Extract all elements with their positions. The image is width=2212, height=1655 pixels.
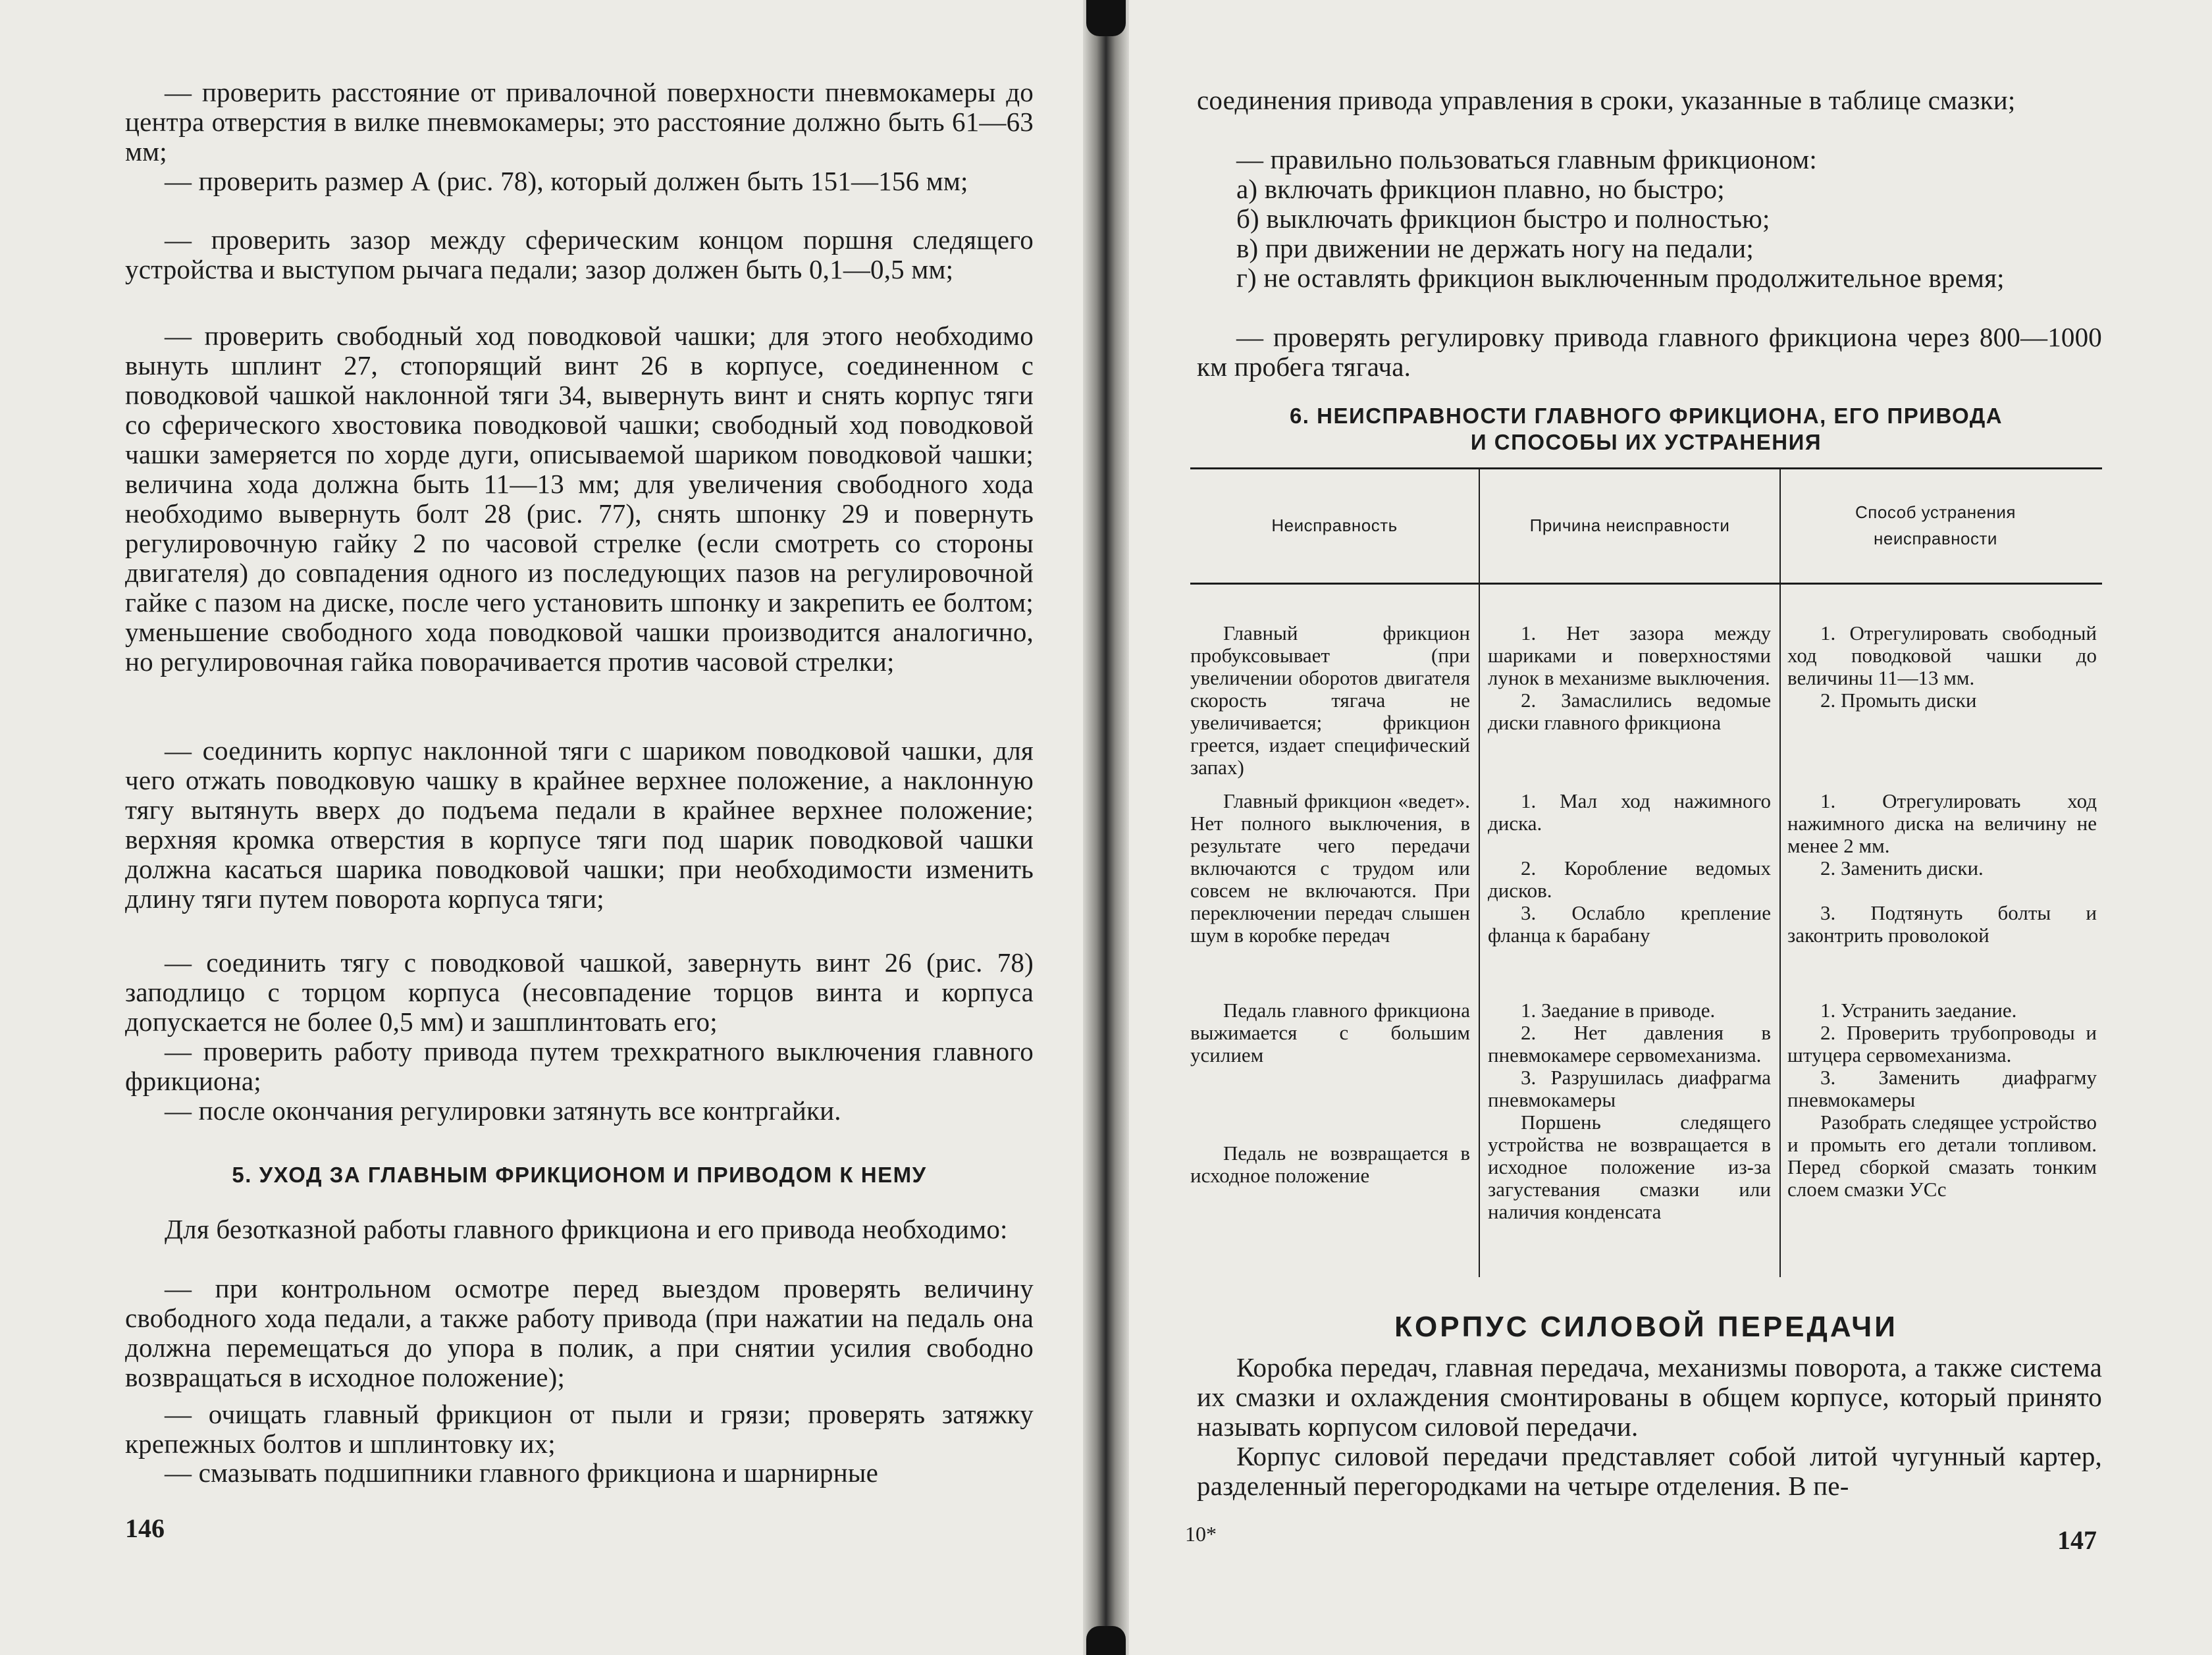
table-column-divider-2 bbox=[1779, 467, 1781, 1277]
binding-shadow-top bbox=[1086, 0, 1126, 36]
remedy-text-3-1: 1. Устранить заедание. bbox=[1820, 999, 2017, 1022]
cause-text-1-1: 1. Нет зазора между шариками и поверхностями лунок в механизме выключения. bbox=[1488, 621, 1771, 689]
faults-table bbox=[1190, 467, 2102, 1284]
remedy-text-3-4: Разобрать следящее устройство и промыть его детали топливом. Перед сборкой смазать тонким слоем смазки УСс bbox=[1787, 1111, 2097, 1201]
left-paragraph-4: — проверить свободный ход поводковой чашки; для этого необходимо вынуть шплинт 27, стопорящий винт 26 в корпусе, соединенном с поводковой чашкой наклонной тяги 34, вывернуть винт и снять корпус тяги со сферического хвостовика поводковой чашки; свободный ход поводковой чашки замеряется по хорде дуги, описываемой шариком поводковой чашки; величина хода должна быть 11—13 мм; для увеличения свободного хода необходимо вывернуть болт 28 (рис. 77), снять шпонку 29 и повернуть регулировочную гайку 2 по часовой стрелке (если смотреть со стороны двигателя) до совпадения одного из последующих пазов на регулировочной гайке с пазом на диске, после чего установить шпонку и закрепить ее болтом; уменьшение свободного хода поводковой чашки производится аналогично, но регулировочная гайка поворачивается против часовой стрелки; bbox=[125, 321, 1034, 677]
cause-text-3-2: 2. Нет давления в пневмокамере сервомеханизма. bbox=[1488, 1021, 1771, 1066]
cause-text-2-1: 1. Мал ход нажимного диска. bbox=[1488, 789, 1771, 835]
remedy-text-2-3: 3. Подтянуть болты и законтрить проволокой bbox=[1787, 901, 2097, 947]
section-5-paragraph-2: — при контрольном осмотре перед выездом проверять величину свободного хода педали, а также работу привода (при нажатии на педаль она должна перемещаться до упора в полик, а при снятии усилия свободно возвращаться в исходное положение); bbox=[125, 1273, 1034, 1392]
cause-text-3-1: 1. Заедание в приводе. bbox=[1521, 999, 1716, 1022]
section-6-heading-line-2: И СПОСОБЫ ИХ УСТРАНЕНИЯ bbox=[1470, 430, 1822, 454]
section-5-paragraph-4: — смазывать подшипники главного фрикциона и шарнирные bbox=[165, 1458, 879, 1488]
section-6-heading-line-1: 6. НЕИСПРАВНОСТИ ГЛАВНОГО ФРИКЦИОНА, ЕГО ПРИВОДА bbox=[1289, 404, 2003, 428]
left-paragraph-2: — проверить размер А (рис. 78), который должен быть 151—156 мм; bbox=[165, 166, 968, 196]
remedy-cell-3 bbox=[1787, 999, 2097, 1201]
cause-text-3-4: Поршень следящего устройства не возвращается в исходное положение из-за загустевания смазки или наличия конденсата bbox=[1488, 1111, 1771, 1223]
main-heading: КОРПУС СИЛОВОЙ ПЕРЕДАЧИ bbox=[1394, 1311, 1898, 1343]
right-list-item-d: г) не оставлять фрикцион выключенным продолжительное время; bbox=[1236, 263, 2005, 293]
table-header-rule bbox=[1190, 583, 2102, 585]
right-paragraph-3: — проверять регулировку привода главного фрикциона через 800—1000 км пробега тягача. bbox=[1197, 322, 2102, 382]
right-paragraph-2: — правильно пользоваться главным фрикционом: bbox=[1236, 144, 1817, 174]
cause-cell-2 bbox=[1488, 790, 1771, 947]
signature-mark: 10* bbox=[1185, 1522, 1217, 1546]
right-list-item-c: в) при движении не держать ногу на педали; bbox=[1236, 233, 1754, 263]
section-5-heading: 5. УХОД ЗА ГЛАВНЫМ ФРИКЦИОНОМ И ПРИВОДОМ К НЕМУ bbox=[232, 1163, 927, 1187]
cause-cell-1 bbox=[1488, 622, 1771, 734]
right-bottom-paragraph-1: Коробка передач, главная передача, механизмы поворота, а также система их смазки и охлаждения смонтированы в общем корпусе, который принято называть корпусом силовой передачи. bbox=[1197, 1352, 2102, 1442]
left-paragraph-5: — соединить корпус наклонной тяги с шариком поводковой чашки, для чего отжать поводковую чашку в крайнее верхнее положение, а наклонную тягу вытянуть вверх до подъема педали в крайнее верхнее положение; верхняя кромка отверстия в корпусе тяги под шарик поводковой чашки должна касаться шарика поводковой чашки; при необходимости изменить длину тяги путем поворота корпуса тяги; bbox=[125, 735, 1034, 914]
table-header-cause: Причина неисправности bbox=[1529, 515, 1730, 535]
left-paragraph-3: — проверить зазор между сферическим концом поршня следящего устройства и выступом рычага педали; зазор должен быть 0,1—0,5 мм; bbox=[125, 224, 1034, 284]
left-paragraph-1: — проверить расстояние от привалочной поверхности пневмокамеры до центра отверстия в вилке пневмокамеры; это расстояние должно быть 61—63 мм; bbox=[125, 77, 1034, 167]
section-5-paragraph-1: Для безотказной работы главного фрикциона и его привода необходимо: bbox=[165, 1214, 1008, 1244]
fault-text-pedal-return: Педаль не возвращается в исходное положение bbox=[1190, 1142, 1470, 1187]
right-list-item-b: б) выключать фрикцион быстро и полностью; bbox=[1236, 203, 1770, 234]
table-header-remedy: Способ устранения неисправности bbox=[1855, 502, 2016, 548]
left-paragraph-6: — соединить тягу с поводковой чашкой, завернуть винт 26 (рис. 78) заподлицо с торцом корпуса (несовпадение торцов винта и корпуса допускается не более 0,5 мм) и зашплинтовать его; bbox=[125, 947, 1034, 1037]
left-paragraph-8: — после окончания регулировки затянуть все контргайки. bbox=[165, 1095, 841, 1126]
fault-cell-4 bbox=[1190, 1142, 1470, 1187]
cause-text-1-2: 2. Замаслились ведомые диски главного фрикциона bbox=[1488, 689, 1771, 734]
fault-text-slipping: Главный фрикцион пробуксовывает (при увеличении оборотов двигателя скорость тягача не увеличивается; фрикцион греется, издает специфический запах) bbox=[1190, 621, 1470, 779]
cause-text-3-3: 3. Разрушилась диафрагма пневмокамеры bbox=[1488, 1066, 1771, 1111]
table-column-divider-1 bbox=[1479, 467, 1480, 1277]
cause-text-2-3: 3. Ослабло крепление фланца к барабану bbox=[1488, 901, 1771, 947]
cause-cell-3 bbox=[1488, 999, 1771, 1223]
remedy-text-1-1: 1. Отрегулировать свободный ход поводковой чашки до величины 11—13 мм. bbox=[1787, 621, 2097, 689]
remedy-cell-2 bbox=[1787, 790, 2097, 947]
remedy-text-2-1: 1. Отрегулировать ход нажимного диска на величину не менее 2 мм. bbox=[1787, 789, 2097, 857]
fault-text-pedal-effort: Педаль главного фрикциона выжимается с большим усилием bbox=[1190, 999, 1470, 1066]
left-paragraph-7: — проверить работу привода путем трехкратного выключения главного фрикциона; bbox=[125, 1036, 1034, 1096]
right-paragraph-1: соединения привода управления в сроки, указанные в таблице смазки; bbox=[1197, 85, 2016, 115]
remedy-cell-1 bbox=[1787, 622, 2097, 712]
cause-text-2-2: 2. Коробление ведомых дисков. bbox=[1488, 856, 1771, 902]
fault-cell-3 bbox=[1190, 999, 1470, 1066]
left-page bbox=[0, 0, 1083, 1655]
fault-text-drag: Главный фрикцион «ведет». Нет полного выключения, в результате чего передачи включаются с трудом или совсем не включаются. При переключении передач слышен шум в коробке передач bbox=[1190, 789, 1470, 947]
right-page-number: 147 bbox=[2057, 1525, 2097, 1555]
left-page-number: 146 bbox=[125, 1513, 165, 1543]
remedy-text-2-2: 2. Заменить диски. bbox=[1820, 856, 1984, 880]
remedy-text-3-3: 3. Заменить диафрагму пневмокамеры bbox=[1787, 1066, 2097, 1111]
section-5-paragraph-3: — очищать главный фрикцион от пыли и грязи; проверять затяжку крепежных болтов и шплинтовку их; bbox=[125, 1399, 1034, 1459]
remedy-text-3-2: 2. Проверить трубопроводы и штуцера сервомеханизма. bbox=[1787, 1021, 2097, 1066]
remedy-text-1-2: 2. Промыть диски bbox=[1820, 689, 1977, 712]
right-list-item-a: а) включать фрикцион плавно, но быстро; bbox=[1236, 174, 1725, 204]
table-header-fault: Неисправность bbox=[1271, 515, 1398, 535]
fault-cell-2 bbox=[1190, 790, 1470, 947]
fault-cell-1 bbox=[1190, 622, 1470, 779]
binding-shadow-bottom bbox=[1086, 1626, 1126, 1655]
right-bottom-paragraph-2: Корпус силовой передачи представляет собой литой чугунный картер, разделенный перегородками на четыре отделения. В пе- bbox=[1197, 1441, 2102, 1501]
book-gutter bbox=[1083, 0, 1129, 1655]
